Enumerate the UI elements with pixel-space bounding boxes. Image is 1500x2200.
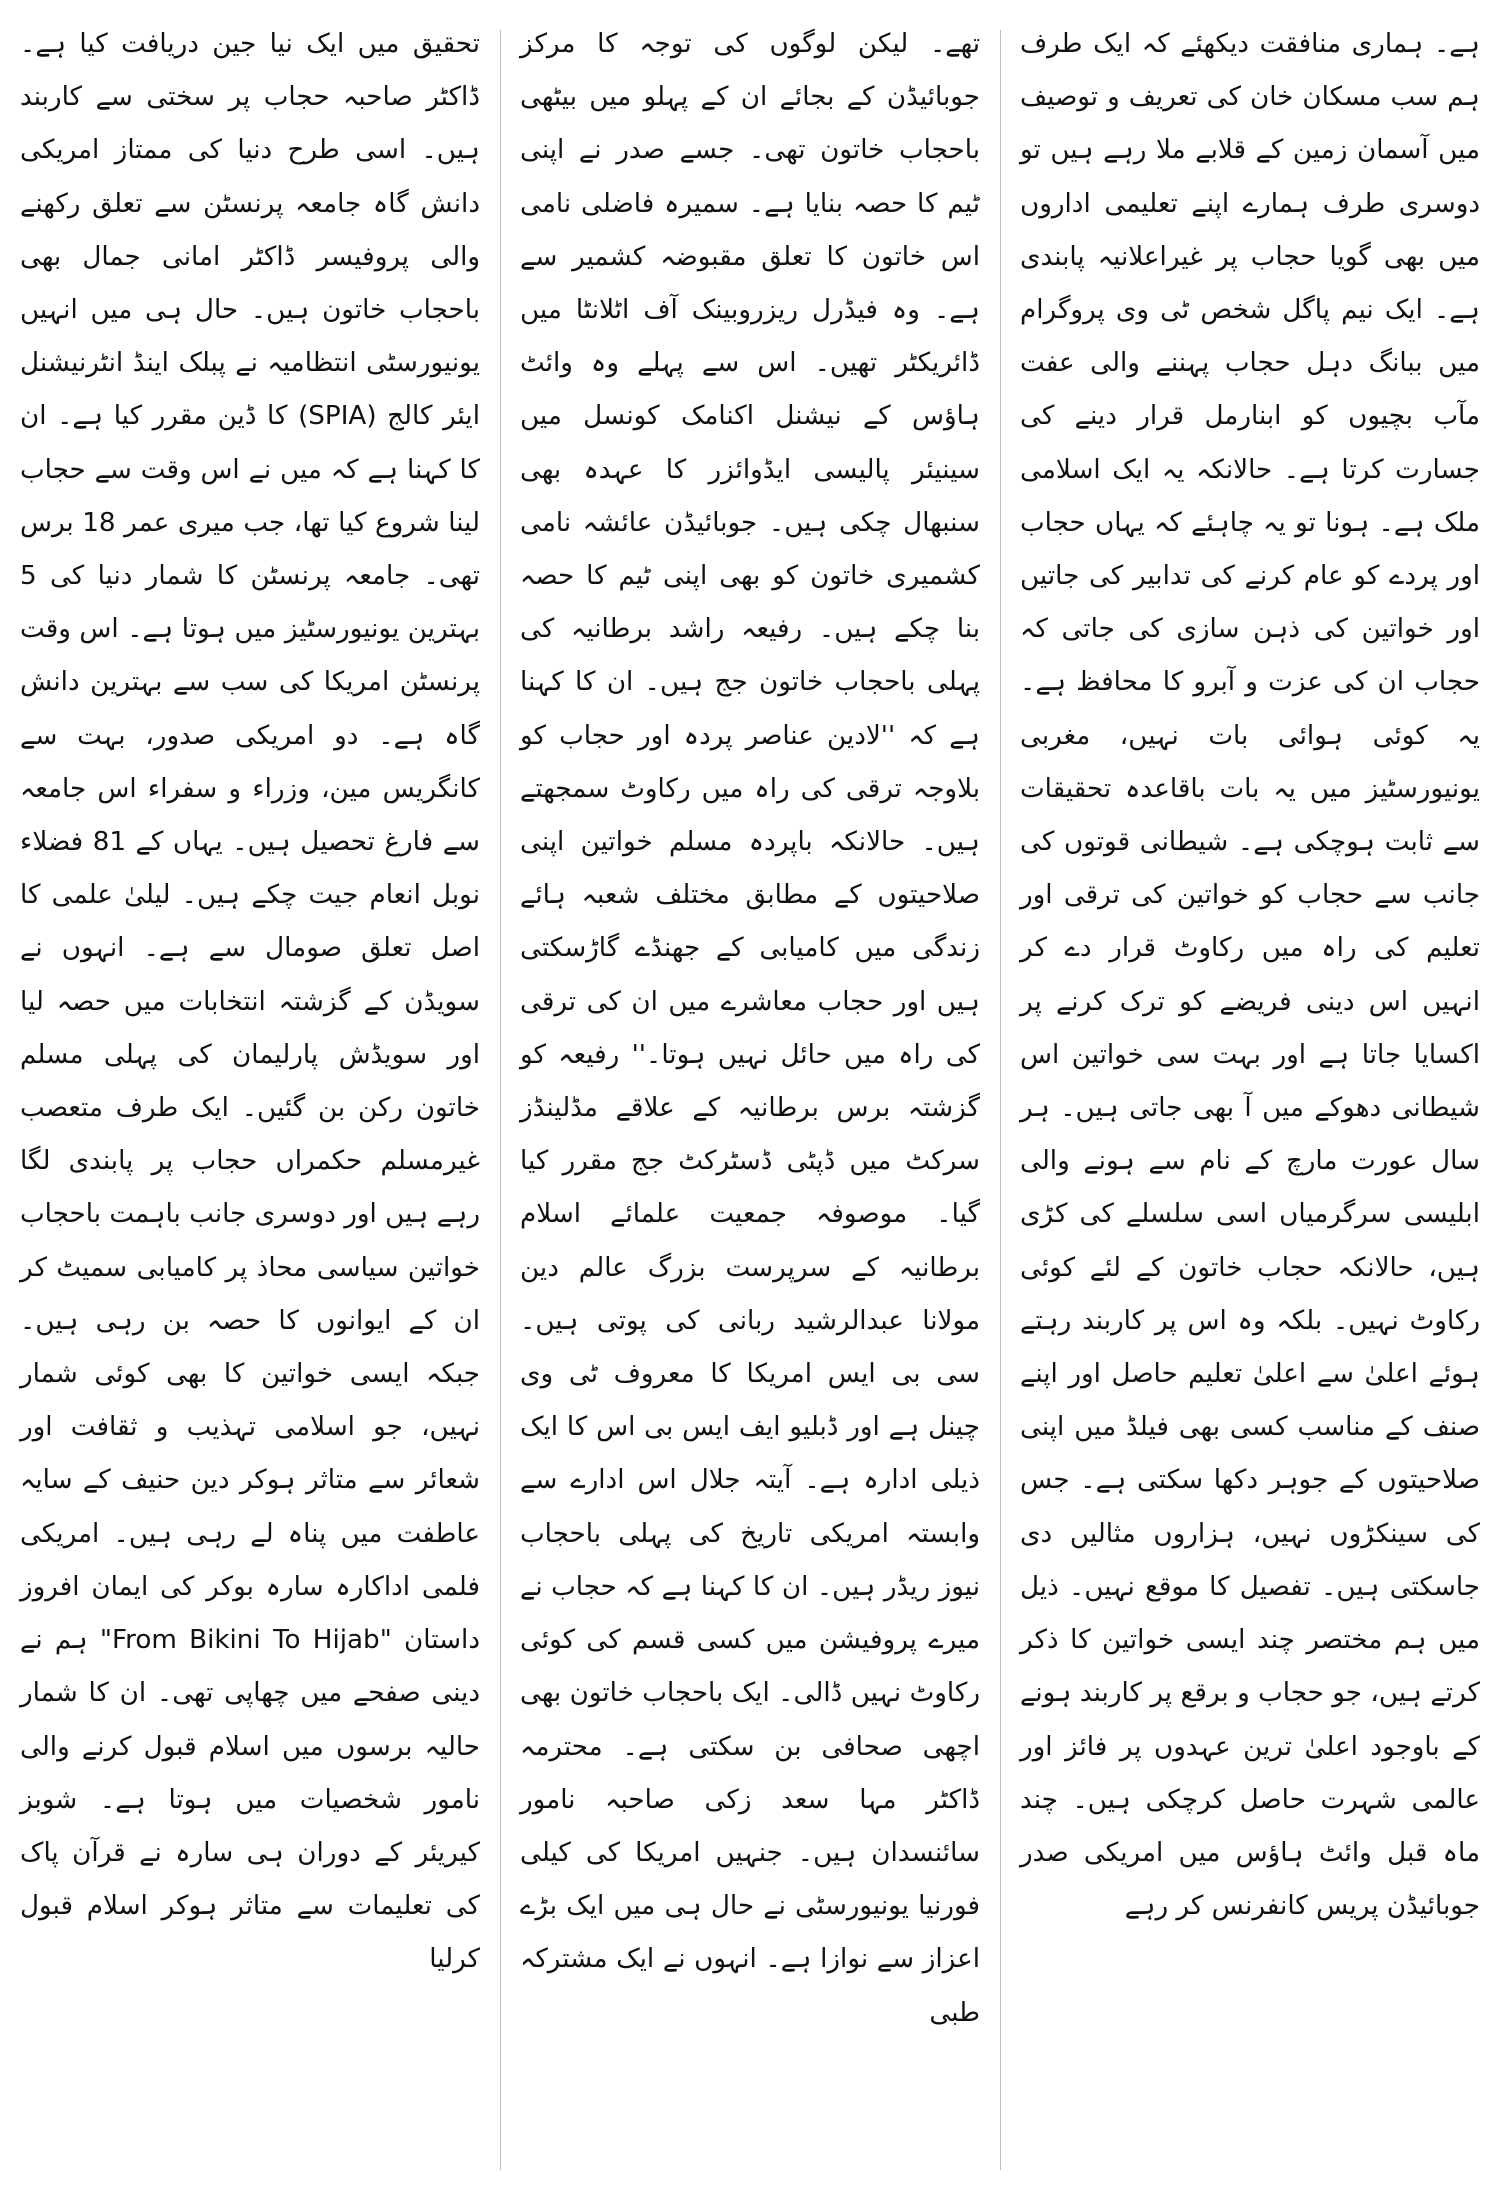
- column-right-text: ہے۔ ہماری منافقت دیکھئے کہ ایک طرف ہم سب مسکان خان کی تعریف و توصیف میں آسمان زمین کے قلابے ملا رہے ہیں تو دوسری طرف ہمارے اپنے تعلیمی اداروں میں بھی گویا حجاب پر غیراعلانیہ پابندی ہے۔ ایک نیم پاگل شخص ٹی وی پروگرام میں ببانگ دہل حجاب پہننے والی عفت مآب بچیوں کو ابنارمل قرار دینے کی جسارت کرتا ہے۔ حالانکہ یہ ایک اسلامی ملک ہے۔ ہونا تو یہ چاہئے کہ یہاں حجاب اور پردے کو عام کرنے کی تدابیر کی جاتیں اور خواتین کی ذہن سازی کی جاتی کہ حجاب ان کی عزت و آبرو کا محافظ ہے۔ یہ کوئی ہوائی بات نہیں، مغربی یونیورسٹیز میں یہ بات باقاعدہ تحقیقات سے ثابت ہوچکی ہے۔ شیطانی قوتوں کی جانب سے حجاب کو خواتین کی ترقی اور تعلیم کی راہ میں رکاوٹ قرار دے کر انہیں اس دینی فریضے کو ترک کرنے پر اکسایا جاتا ہے اور بہت سی خواتین اس شیطانی دھوکے میں آ بھی جاتی ہیں۔ ہر سال عورت مارچ کے نام سے ہونے والی ابلیسی سرگرمیاں اسی سلسلے کی کڑی ہیں، حالانکہ حجاب خاتون کے لئے کوئی رکاوٹ نہیں۔ بلکہ وہ اس پر کاربند رہتے ہوئے اعلیٰ سے اعلیٰ تعلیم حاصل اور اپنے صنف کے مناسب کسی بھی فیلڈ میں اپنی صلاحیتوں کے جوہر دکھا سکتی ہے۔ جس کی سینکڑوں نہیں، ہزاروں مثالیں دی جاسکتی ہیں۔ تفصیل کا موقع نہیں۔ ذیل میں ہم مختصر چند ایسی خواتین کا ذکر کرتے ہیں، جو حجاب و برقع پر کاربند ہونے کے باوجود اعلیٰ ترین عہدوں پر فائز اور عالمی شہرت حاصل کرچکی ہیں۔ چند ماہ قبل وائٹ ہاؤس میں امریکی صدر جوبائیڈن پریس کانفرنس کر رہے: [1020, 29, 1480, 1922]
- column-left-text: تحقیق میں ایک نیا جین دریافت کیا ہے۔ ڈاکٹر صاحبہ حجاب پر سختی سے کاربند ہیں۔ اسی طرح دنیا کی ممتاز امریکی دانش گاہ جامعہ پرنسٹن سے تعلق رکھنے والی پروفیسر ڈاکٹر امانی جمال بھی باحجاب خاتون ہیں۔ حال ہی میں انہیں یونیورسٹی انتظامیہ نے پبلک اینڈ انٹرنیشنل ایئر کالج (SPIA) کا ڈین مقرر کیا ہے۔ ان کا کہنا ہے کہ میں نے اس وقت سے حجاب لینا شروع کیا تھا، جب میری عمر 18 برس تھی۔ جامعہ پرنسٹن کا شمار دنیا کی 5 بہترین یونیورسٹیز میں ہوتا ہے۔ اس وقت پرنسٹن امریکا کی سب سے بہترین دانش گاہ ہے۔ دو امریکی صدور، بہت سے کانگریس مین، وزراء و سفراء اس جامعہ سے فارغ تحصیل ہیں۔ یہاں کے 81 فضلاء نوبل انعام جیت چکے ہیں۔ لیلیٰ علمی کا اصل تعلق صومال سے ہے۔ انہوں نے سویڈن کے گزشتہ انتخابات میں حصہ لیا اور سویڈش پارلیمان کی پہلی مسلم خاتون رکن بن گئیں۔ ایک طرف متعصب غیرمسلم حکمراں حجاب پر پابندی لگا رہے ہیں اور دوسری جانب باہمت باحجاب خواتین سیاسی محاذ پر کامیابی سمیٹ کر ان کے ایوانوں کا حصہ بن رہی ہیں۔ جبکہ ایسی خواتین کا بھی کوئی شمار نہیں، جو اسلامی تہذیب و ثقافت اور شعائر سے متاثر ہوکر دین حنیف کے سایہ عاطفت میں پناہ لے رہی ہیں۔ امریکی فلمی اداکارہ سارہ بوکر کی ایمان افروز داستان "From Bikini To Hijab" ہم نے دینی صفحے میں چھاپی تھی۔ ان کا شمار حالیہ برسوں میں اسلام قبول کرنے والی نامور شخصیات میں ہوتا ہے۔ شوبز کیریئر کے دوران ہی سارہ نے قرآن پاک کی تعلیمات سے متاثر ہوکر اسلام قبول کرلیا: [20, 29, 481, 1975]
- article-column-left: [0, 0, 500, 2200]
- column-middle-text: تھے۔ لیکن لوگوں کی توجہ کا مرکز جوبائیڈن کے بجائے ان کے پہلو میں بیٹھی باحجاب خاتون تھی۔ جسے صدر نے اپنی ٹیم کا حصہ بنایا ہے۔ سمیرہ فاضلی نامی اس خاتون کا تعلق مقبوضہ کشمیر سے ہے۔ وہ فیڈرل ریزروبینک آف اٹلانٹا میں ڈائریکٹر تھیں۔ اس سے پہلے وہ وائٹ ہاؤس کے نیشنل اکنامک کونسل میں سینیئر پالیسی ایڈوائزر کا عہدہ بھی سنبھال چکی ہیں۔ جوبائیڈن عائشہ نامی کشمیری خاتون کو بھی اپنی ٹیم کا حصہ بنا چکے ہیں۔ رفیعہ راشد برطانیہ کی پہلی باحجاب خاتون جج ہیں۔ ان کا کہنا ہے کہ ''لادین عناصر پردہ اور حجاب کو بلاوجہ ترقی کی راہ میں رکاوٹ سمجھتے ہیں۔ حالانکہ باپردہ مسلم خواتین اپنی صلاحیتوں کے مطابق مختلف شعبہ ہائے زندگی میں کامیابی کے جھنڈے گاڑسکتی ہیں اور حجاب معاشرے میں ان کی ترقی کی راہ میں حائل نہیں ہوتا۔'' رفیعہ کو گزشتہ برس برطانیہ کے علاقے مڈلینڈز سرکٹ میں ڈپٹی ڈسٹرکٹ جج مقرر کیا گیا۔ موصوفہ جمعیت علمائے اسلام برطانیہ کے سرپرست بزرگ عالم دین مولانا عبدالرشید ربانی کی پوتی ہیں۔ سی بی ایس امریکا کا معروف ٹی وی چینل ہے اور ڈبلیو ایف ایس بی اس کا ایک ذیلی ادارہ ہے۔ آیتہ جلال اس ادارے سے وابستہ امریکی تاریخ کی پہلی باحجاب نیوز ریڈر ہیں۔ ان کا کہنا ہے کہ حجاب نے میرے پروفیشن میں کسی قسم کی کوئی رکاوٹ نہیں ڈالی۔ ایک باحجاب خاتون بھی اچھی صحافی بن سکتی ہے۔ محترمہ ڈاکٹر مہا سعد زکی صاحبہ نامور سائنسدان ہیں۔ جنہیں امریکا کی کیلی فورنیا یونیورسٹی نے حال ہی میں ایک بڑے اعزاز سے نوازا ہے۔ انہوں نے ایک مشترکہ طبی: [520, 29, 980, 2028]
- article-column-right: [1000, 0, 1500, 2200]
- article-column-middle: [500, 0, 1000, 2200]
